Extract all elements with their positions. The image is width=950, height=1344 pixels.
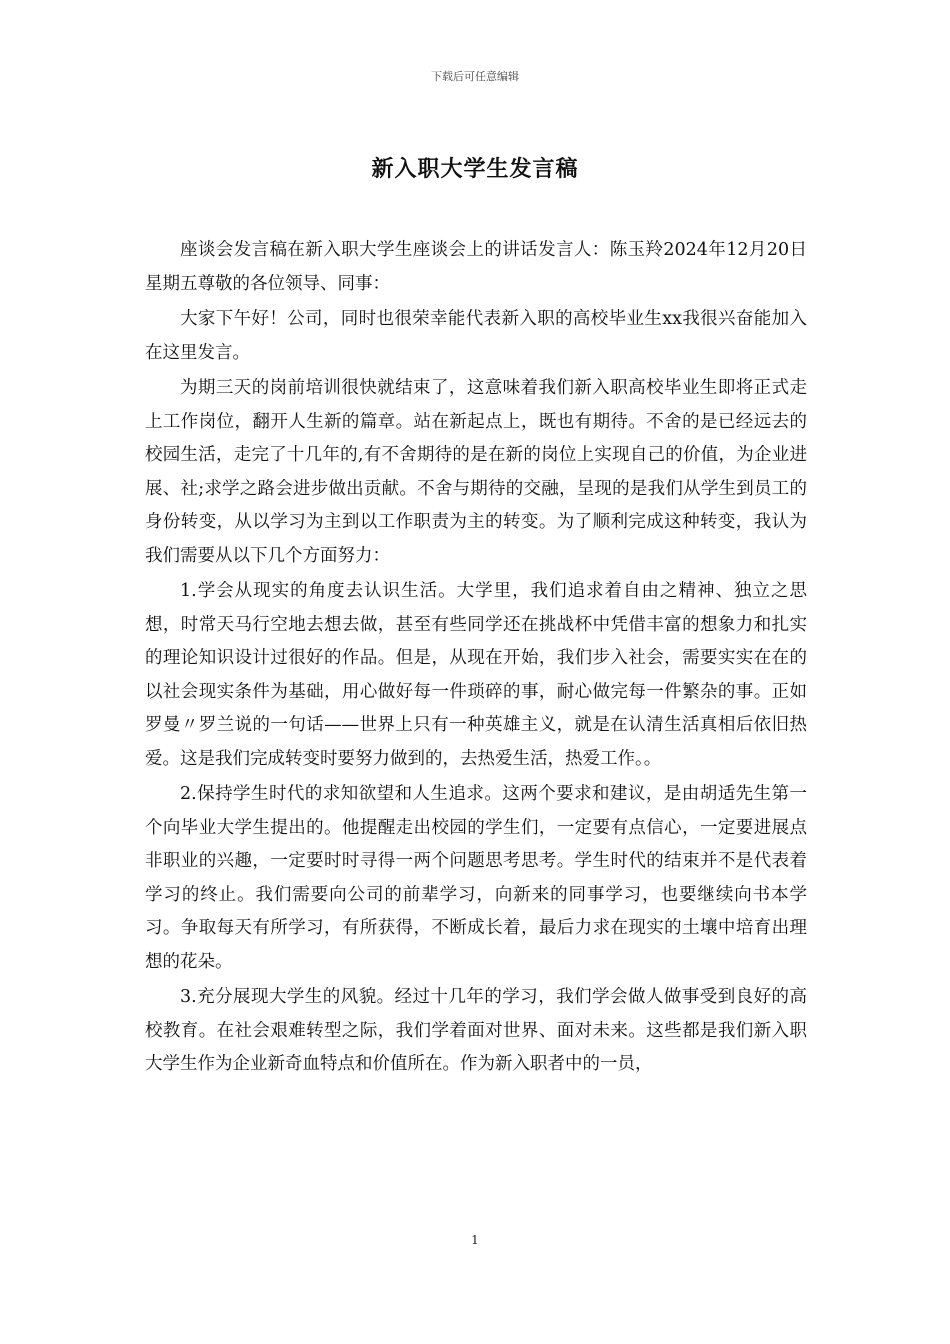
paragraph-training: 为期三天的岗前培训很快就结束了，这意味着我们新入职高校毕业生即将正式走上工作岗位，翻开人生新的篇章。站在新起点上，既也有期待。不舍的是已经远去的校园生活，走完了十几年的,有不舍期待的是在新的岗位上实现自己的价值，为企业进展、社;求学之路会进步做出贡献。不舍与期待的交融，呈现的是我们从学生到员工的身份转变，从以学习为主到以工作职责为主的转变。为了顺利完成这种转变，我认为我们需要从以下几个方面努力： xyxy=(145,378,807,566)
document-title: 新入职大学生发言稿 xyxy=(371,156,579,182)
page-number: 1 xyxy=(471,1233,479,1247)
paragraph-greeting: 大家下午好！公司，同时也很荣幸能代表新入职的高校毕业生xx我很兴奋能加入在这里发言。 xyxy=(145,309,807,363)
header-note: 下载后可任意编辑 xyxy=(431,70,519,83)
paragraph-point-2: 2.保持学生时代的求知欲望和人生追求。这两个要求和建议，是由胡适先生第一个向毕业大学生提出的。他提醒走出校园的学生们，一定要有点信心，一定要进展点非职业的兴趣，一定要时时寻得一两个问题思考思考。学生时代的结束并不是代表着学习的终止。我们需要向公司的前辈学习，向新来的同事学习，也要继续向书本学习。争取每天有所学习，有所获得，不断成长着，最后力求在现实的土壤中培育出理想的花朵。 xyxy=(145,784,807,972)
paragraph-point-1: 1.学会从现实的角度去认识生活。大学里，我们追求着自由之精神、独立之思想，时常天马行空地去想去做，甚至有些同学还在挑战杯中凭借丰富的想象力和扎实的理论知识设计过很好的作品。但是，从现在开始，我们步入社会，需要实实在在的以社会现实条件为基础，用心做好每一件琐碎的事，耐心做完每一件繁杂的事。正如罗曼〃罗兰说的一句话——世界上只有一种英雄主义，就是在认清生活真相后依旧热爱。这是我们完成转变时要努力做到的，去热爱生活，热爱工作。。 xyxy=(145,581,807,769)
document-body xyxy=(145,234,807,1084)
paragraph-point-3: 3.充分展现大学生的风貌。经过十几年的学习，我们学会做人做事受到良好的高校教育。在社会艰难转型之际，我们学着面对世界、面对未来。这些都是我们新入职大学生作为企业新奇血特点和价值所在。作为新入职者中的一员， xyxy=(145,987,807,1074)
paragraph-intro: 座谈会发言稿在新入职大学生座谈会上的讲话发言人：陈玉羚2024年12月20日星期五尊敬的各位领导、同事： xyxy=(145,240,807,294)
